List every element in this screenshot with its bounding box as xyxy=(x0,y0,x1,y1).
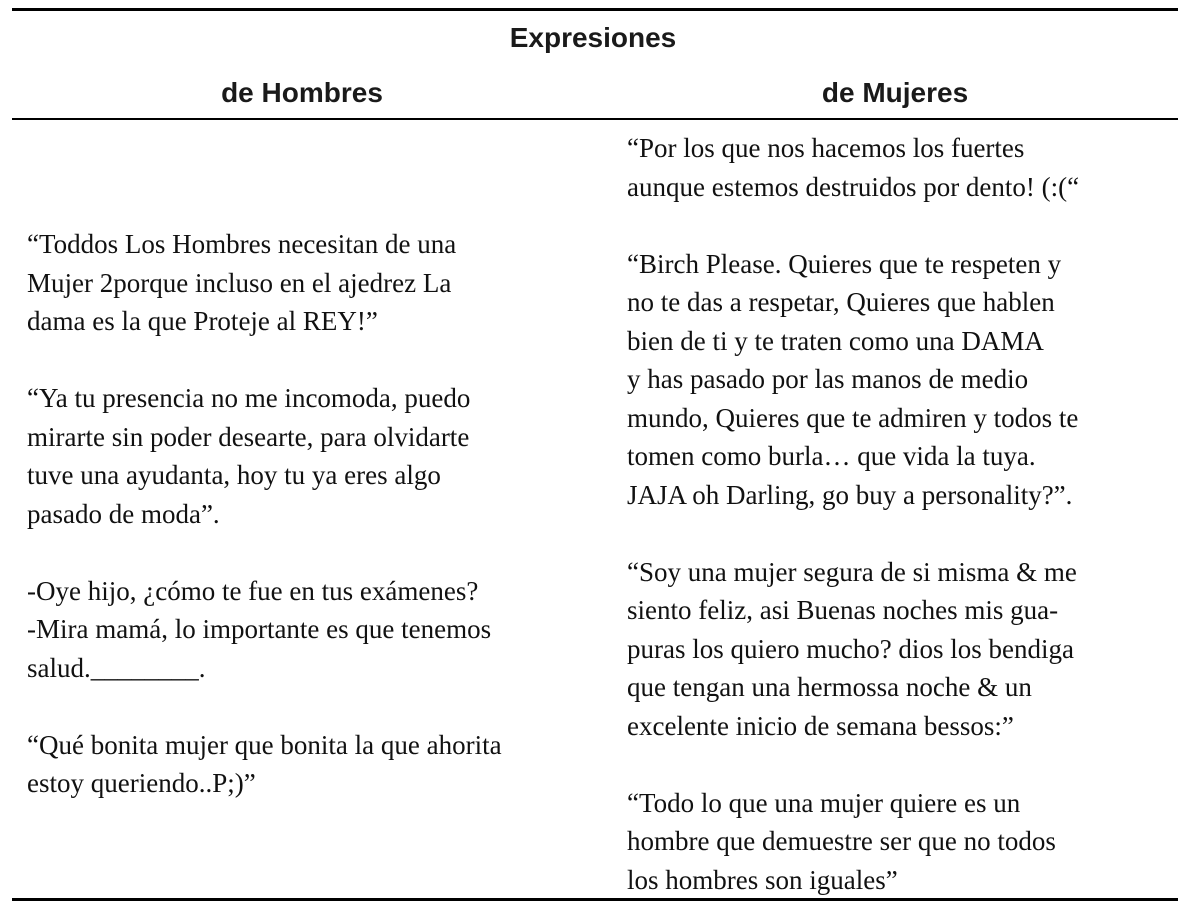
table-bottom-rule xyxy=(12,898,1178,901)
table-top-rule xyxy=(12,8,1178,11)
expression-entry: “Qué bonita mujer que bonita la que ahorita estoy queriendo..P;)” xyxy=(27,729,502,798)
expression-entry: “Ya tu presencia no me incomoda, puedo mirarte sin poder desearte, para olvidarte tuve una ayudanta, hoy tu ya eres algo pasado de moda”. xyxy=(27,383,471,529)
table-title: Expresiones xyxy=(509,22,677,53)
column-header-mujeres: de Mujeres xyxy=(821,77,969,108)
expression-entry: “Soy una mujer segura de si misma & me siento feliz, asi Buenas noches mis gua- puras los quiero mucho? dios los bendiga que tengan una hermossa noche & un excelente inicio de semana bessos:” xyxy=(627,556,1077,741)
expression-entry: -Oye hijo, ¿cómo te fue en tus exámenes? -Mira mamá, lo importante es que tenemos salud.________. xyxy=(27,575,492,683)
expression-entry: “Por los que nos hacemos los fuertes aunque estemos destruidos por dento! (:(“ xyxy=(627,133,1080,202)
expression-entry: “Birch Please. Quieres que te respeten y no te das a respetar, Quieres que hablen bien de ti y te traten como una DAMA y has pasado por las manos de medio mundo, Quieres que te admiren y todos te tomen como burla… que vida la tuya. JAJA oh Darling, go buy a personality?”. xyxy=(627,248,1079,510)
column-hombres xyxy=(27,225,607,803)
expression-entry: “Toddos Los Hombres necesitan de una Mujer 2porque incluso en el ajedrez La dama es la que Proteje al REY!” xyxy=(27,229,457,336)
column-header-hombres: de Hombres xyxy=(221,77,383,108)
column-mujeres xyxy=(627,129,1179,899)
expression-entry: “Todo lo que una mujer quiere es un hombre que demuestre ser que no todos los hombres son iguales” xyxy=(627,787,1056,895)
header-divider-rule xyxy=(12,118,1178,120)
